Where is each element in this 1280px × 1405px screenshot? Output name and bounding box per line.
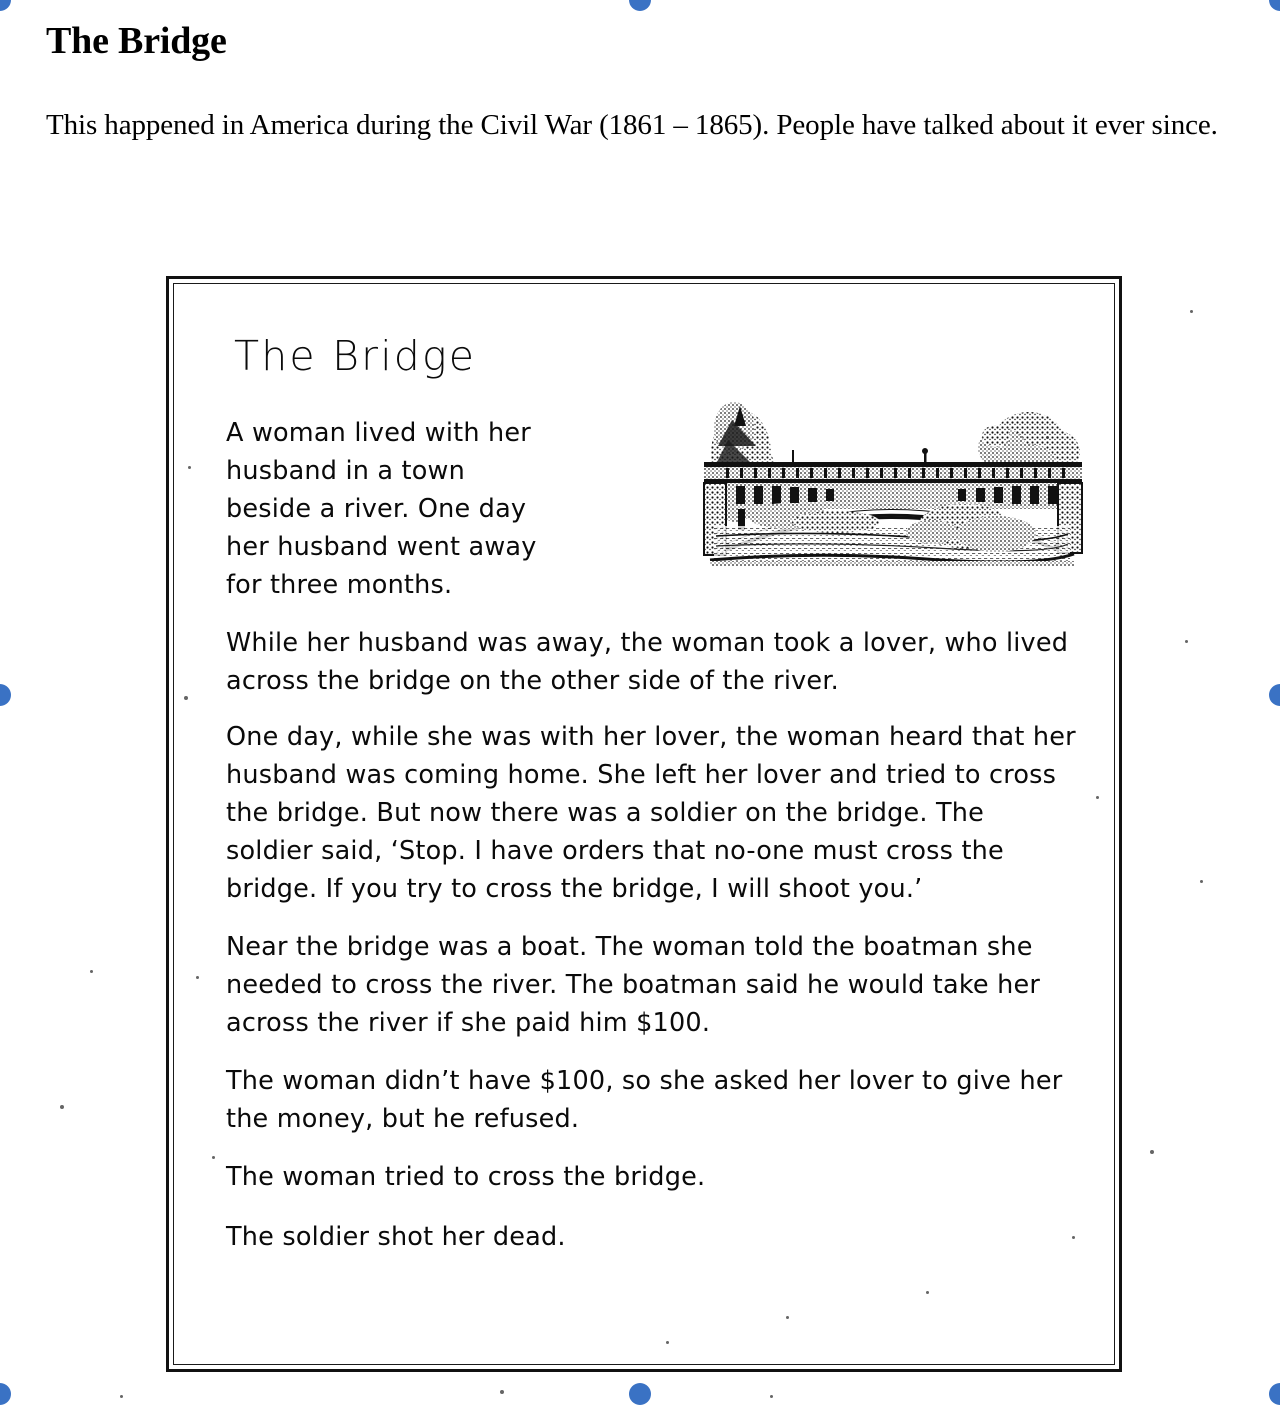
scan-speck: [1046, 436, 1049, 439]
selection-handle-bottom-center[interactable]: [629, 1383, 651, 1405]
scan-speck: [212, 1156, 215, 1159]
page-speck: [120, 1395, 123, 1398]
story-paragraph-1-column: A woman lived with her husband in a town beside a river. One day her husband went away for three months.: [226, 418, 537, 600]
worksheet-title: The Bridge: [234, 332, 477, 380]
selection-handle-top-left[interactable]: [0, 0, 11, 11]
worksheet-content: [226, 332, 1076, 1332]
story-paragraph-4: The woman didn’t have $100, so she asked her lover to give her the money, but he refused.: [226, 1066, 1063, 1134]
story-paragraph-6: The soldier shot her dead.: [226, 1222, 566, 1252]
story-paragraph-5: The woman tried to cross the bridge.: [226, 1162, 706, 1192]
worksheet-body: [226, 414, 1076, 1256]
scan-speck: [666, 1341, 669, 1344]
scan-speck: [188, 466, 191, 469]
bridge-illustration: [696, 376, 1088, 576]
scan-speck: [786, 1316, 789, 1319]
scan-speck: [1072, 1236, 1075, 1239]
page-speck: [60, 1105, 64, 1109]
page-speck: [90, 970, 93, 973]
page-speck: [1150, 1150, 1154, 1154]
page-speck: [1185, 640, 1188, 643]
page-speck: [500, 1390, 504, 1394]
selection-handle-top-center[interactable]: [629, 0, 651, 11]
page-title: The Bridge: [46, 20, 227, 62]
page-speck: [1190, 310, 1193, 313]
selection-handle-bottom-left[interactable]: [0, 1383, 11, 1405]
document-header: [46, 18, 1246, 64]
story-paragraph-2: One day, while she was with her lover, the woman heard that her husband was coming home. She left her lover and tried to cross the bridge. But now there was a soldier on the bridge. The soldier said, ‘Stop. I have orders that no-one must cross the bridge. If you try to cross the bridge, I will shoot you.’: [226, 722, 1076, 904]
selection-handle-middle-left[interactable]: [0, 684, 11, 706]
scanned-worksheet-image[interactable]: [166, 276, 1122, 1372]
scan-speck: [926, 1291, 929, 1294]
scan-speck: [1096, 796, 1099, 799]
document-intro-paragraph: This happened in America during the Civil War (1861 – 1865). People have talked about it ever since.: [46, 109, 1218, 141]
scan-speck: [184, 696, 188, 700]
selection-handle-top-right[interactable]: [1269, 0, 1280, 11]
story-paragraph-1-full: While her husband was away, the woman took a lover, who lived across the bridge on the other side of the river.: [226, 628, 1069, 696]
page-speck: [770, 1395, 773, 1398]
selection-handle-bottom-right[interactable]: [1269, 1383, 1280, 1405]
page-speck: [1200, 880, 1203, 883]
scan-speck: [196, 976, 199, 979]
selection-handle-middle-right[interactable]: [1269, 684, 1280, 706]
story-paragraph-3: Near the bridge was a boat. The woman told the boatman she needed to cross the river. The boatman said he would take her across the river if she paid him $100.: [226, 932, 1041, 1038]
